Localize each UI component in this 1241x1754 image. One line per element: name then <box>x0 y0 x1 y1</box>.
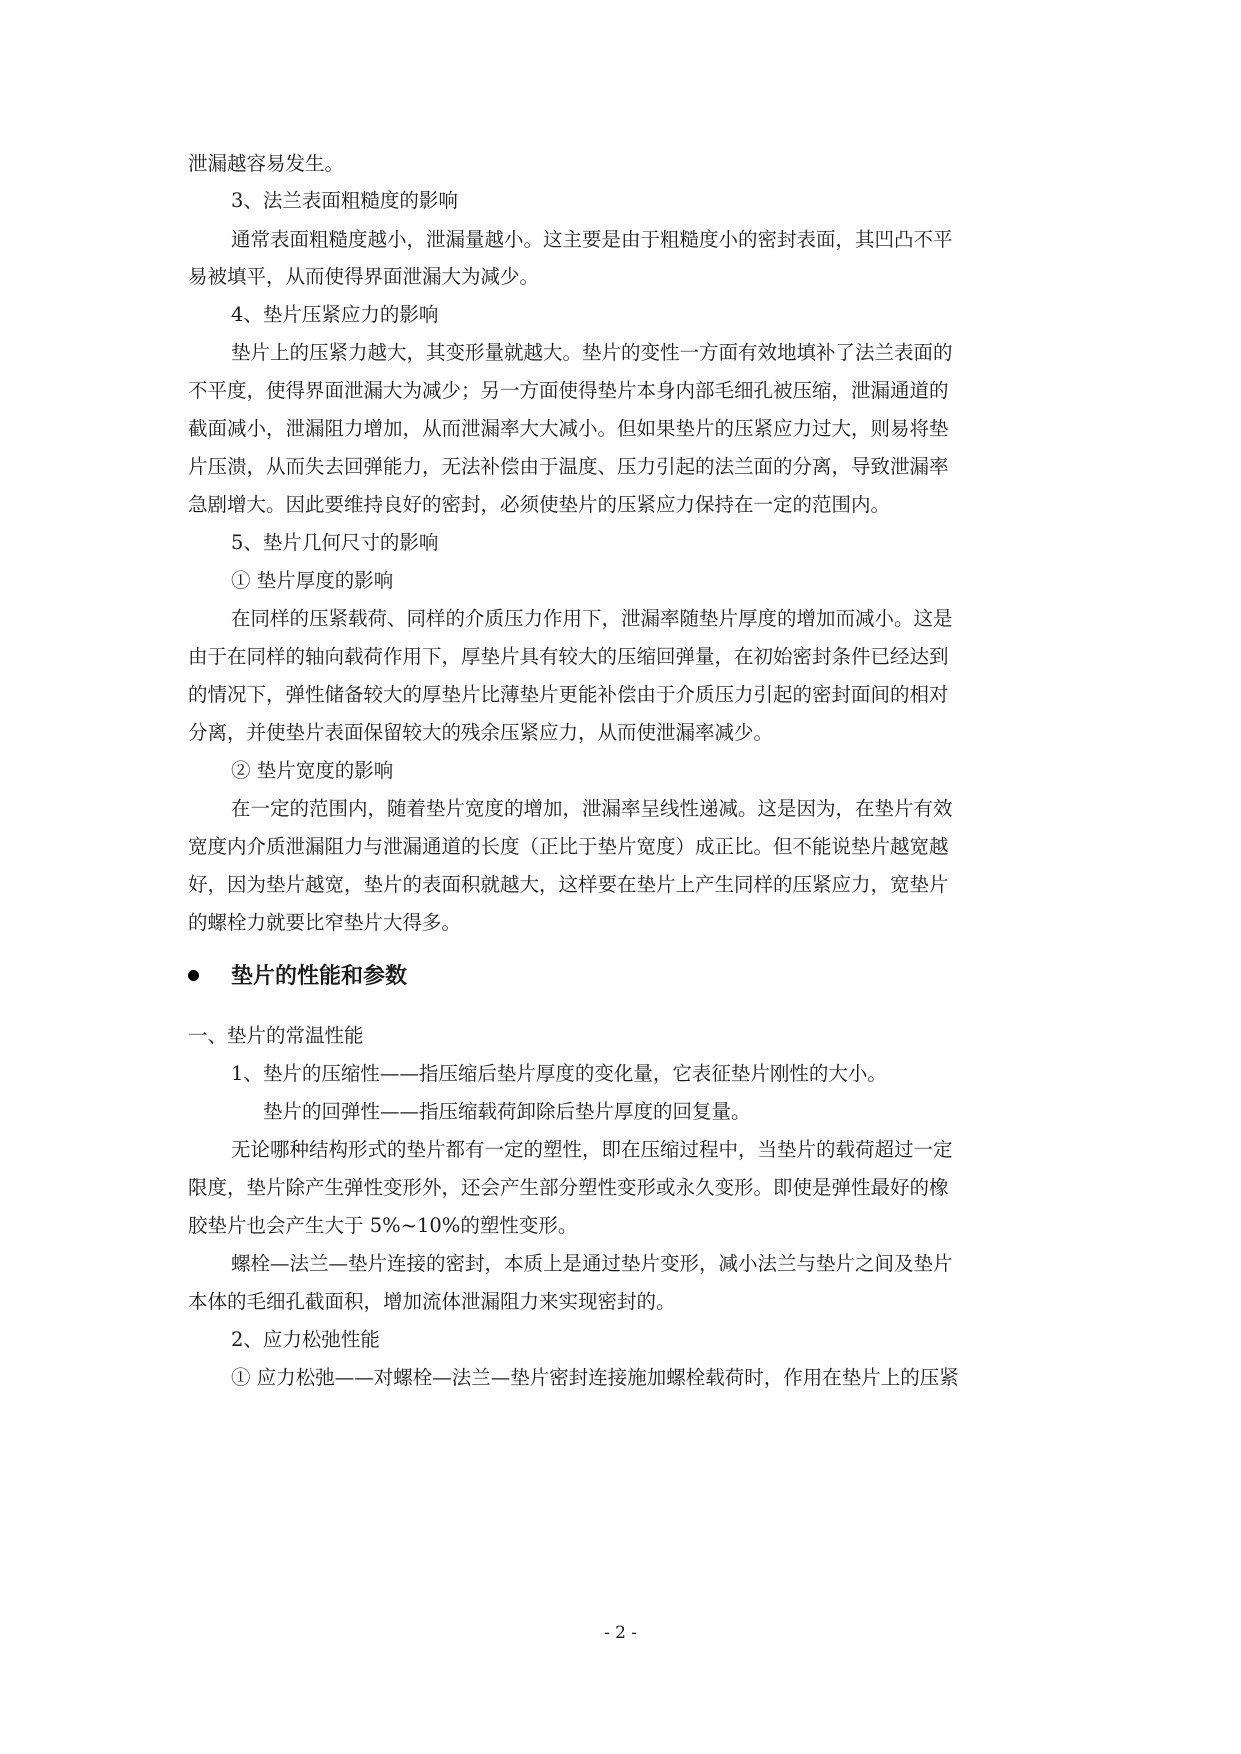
section-heading <box>188 962 407 992</box>
paragraph-line: 好，因为垫片越宽，垫片的表面积就越大，这样要在垫片上产生同样的压紧应力，宽垫片 <box>188 873 949 896</box>
paragraph-line: 胶垫片也会产生大于 5%~10%的塑性变形。 <box>188 1214 578 1237</box>
paragraph-line: 无论哪种结构形式的垫片都有一定的塑性，即在压缩过程中，当垫片的载荷超过一定 <box>231 1138 953 1161</box>
subsection-heading: 3、法兰表面粗糙度的影响 <box>231 189 458 212</box>
paragraph-line: 分离，并使垫片表面保留较大的残余压紧应力，从而使泄漏率减少。 <box>188 721 774 744</box>
subsection-heading: 4、垫片压紧应力的影响 <box>231 303 439 326</box>
subsection-heading: 1、垫片的压缩性——指压缩后垫片厚度的变化量，它表征垫片刚性的大小。 <box>231 1062 887 1085</box>
paragraph-line: 由于在同样的轴向载荷作用下，厚垫片具有较大的压缩回弹量，在初始密封条件已经达到 <box>188 645 949 668</box>
paragraph-line: 不平度，使得界面泄漏大为减少；另一方面使得垫片本身内部毛细孔被压缩，泄漏通道的 <box>188 379 949 402</box>
item-heading: ① 垫片厚度的影响 <box>231 569 394 592</box>
paragraph-line: ① 应力松弛——对螺栓—法兰—垫片密封连接施加螺栓载荷时，作用在垫片上的压紧 <box>231 1366 959 1389</box>
paragraph-line: 螺栓—法兰—垫片连接的密封，本质上是通过垫片变形，减小法兰与垫片之间及垫片 <box>231 1252 953 1275</box>
paragraph-line: 垫片上的压紧力越大，其变形量就越大。垫片的变性一方面有效地填补了法兰表面的 <box>231 341 953 364</box>
paragraph-line: 易被填平，从而使得界面泄漏大为减少。 <box>188 265 540 288</box>
paragraph-line: 急剧增大。因此要维持良好的密封，必须使垫片的压紧应力保持在一定的范围内。 <box>188 493 891 516</box>
paragraph-line: 在同样的压紧载荷、同样的介质压力作用下，泄漏率随垫片厚度的增加而减小。这是 <box>231 607 953 630</box>
paragraph-line: 泄漏越容易发生。 <box>188 152 345 175</box>
paragraph-line: 垫片的回弹性——指压缩载荷卸除后垫片厚度的回复量。 <box>263 1100 751 1123</box>
subsection-heading: 5、垫片几何尺寸的影响 <box>231 531 439 554</box>
paragraph-line: 宽度内介质泄漏阻力与泄漏通道的长度（正比于垫片宽度）成正比。但不能说垫片越宽越 <box>188 835 949 858</box>
paragraph-line: 在一定的范围内，随着垫片宽度的增加，泄漏率呈线性递减。这是因为，在垫片有效 <box>231 797 953 820</box>
bullet-icon <box>188 970 199 981</box>
paragraph-line: 通常表面粗糙度越小，泄漏量越小。这主要是由于粗糙度小的密封表面，其凹凸不平 <box>231 228 953 251</box>
page-number: - 2 - <box>603 1623 638 1643</box>
paragraph-line: 限度，垫片除产生弹性变形外，还会产生部分塑性变形或永久变形。即使是弹性最好的橡 <box>188 1176 949 1199</box>
chapter-heading: 一、垫片的常温性能 <box>188 1024 364 1047</box>
section-heading-text: 垫片的性能和参数 <box>231 964 408 989</box>
paragraph-line: 本体的毛细孔截面积，增加流体泄漏阻力来实现密封的。 <box>188 1290 676 1313</box>
subsection-heading: 2、应力松弛性能 <box>231 1328 380 1351</box>
item-heading: ② 垫片宽度的影响 <box>231 759 394 782</box>
paragraph-line: 的情况下，弹性储备较大的厚垫片比薄垫片更能补偿由于介质压力引起的密封面间的相对 <box>188 683 949 706</box>
paragraph-line: 截面减小，泄漏阻力增加，从而泄漏率大大减小。但如果垫片的压紧应力过大，则易将垫 <box>188 417 949 440</box>
paragraph-line: 片压溃，从而失去回弹能力，无法补偿由于温度、压力引起的法兰面的分离，导致泄漏率 <box>188 455 949 478</box>
paragraph-line: 的螺栓力就要比窄垫片大得多。 <box>188 911 462 934</box>
